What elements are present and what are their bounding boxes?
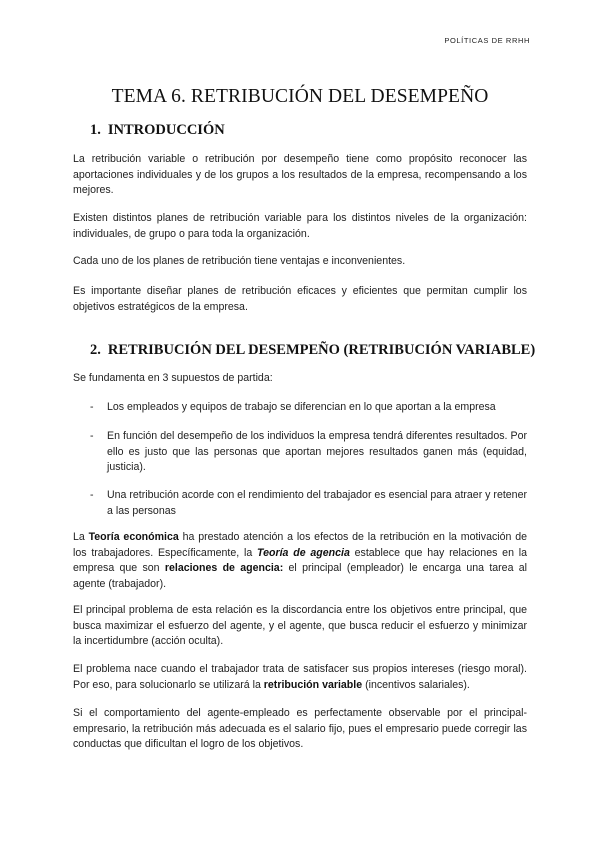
bold-term: Teoría económica (88, 531, 179, 543)
section-heading-text: RETRIBUCIÓN DEL DESEMPEÑO (RETRIBUCIÓN VARIABLE) (107, 342, 536, 358)
paragraph-teoria (73, 530, 527, 592)
paragraph: Cada uno de los planes de retribución tiene ventajas e inconvenientes. (73, 255, 406, 267)
section-heading-text: INTRODUCCIÓN (107, 122, 225, 138)
paragraph-solucion (73, 662, 527, 693)
text-run: (incentivos salariales). (362, 678, 470, 691)
text-run: El problema nace cuando el trabajador trata de satisfacer sus propios intereses (riesgo moral). Por eso, para solucionarlo se utilizará la (73, 663, 527, 691)
section-number: 2. (90, 342, 101, 358)
text-run: establece que hay relaciones en la empresa que son (73, 546, 527, 574)
section-number: 1. (90, 122, 101, 138)
text-run: La (73, 531, 89, 543)
list-item (90, 400, 527, 416)
paragraph: Si el comportamiento del agente-empleado es perfectamente observable por el principal-empresario, la retribución más adecuada es el salario fijo, pues el empresario puede corregir las conductas que dificultan el logro de los objetivos. (73, 707, 527, 750)
paragraph: El principal problema de esta relación es la discordancia entre los objetivos entre principal, que busca maximizar el esfuerzo del agente, y el agente, que busca reducir el esfuerzo y minimizar la incertidumbre (acción oculta). (73, 604, 527, 647)
list-item (90, 429, 527, 476)
list-bullet: - (90, 430, 94, 442)
section-heading-introduccion (90, 122, 225, 139)
bold-italic-term: Teoría de agencia (257, 546, 350, 559)
list-bullet: - (90, 489, 94, 501)
text-run: ha prestado atención a los efectos de la retribución en la motivación de los trabajadores. Específicamente, la (73, 531, 527, 559)
bold-term: relaciones de agencia: (164, 562, 284, 574)
list-item-text: Los empleados y equipos de trabajo se diferencian en lo que aportan a la empresa (107, 401, 496, 413)
running-header: POLÍTICAS DE RRHH (444, 36, 530, 45)
paragraph: Se fundamenta en 3 supuestos de partida: (73, 372, 273, 384)
list-item-text: En función del desempeño de los individuos la empresa tendrá diferentes resultados. Por ello es justo que las personas que aportan mejores resultados ganen más (equidad, justicia). (107, 430, 527, 473)
text-run: el principal (empleador) le encarga una tarea al agente (trabajador). (73, 562, 528, 590)
paragraph: Es importante diseñar planes de retribución eficaces y eficientes que permitan cumplir los objetivos estratégicos de la empresa. (73, 285, 527, 313)
bold-term: retribución variable (263, 678, 363, 691)
paragraph: La retribución variable o retribución por desempeño tiene como propósito reconocer las aportaciones individuales y de los grupos a los resultados de la empresa, recompensando a los mejores. (73, 153, 527, 196)
section-heading-retribucion (90, 342, 535, 359)
list-item (90, 488, 527, 519)
list-item-text: Una retribución acorde con el rendimiento del trabajador es esencial para atraer y retener a las personas (107, 489, 527, 517)
paragraph: Existen distintos planes de retribución variable para los distintos niveles de la organización: individuales, de grupo o para toda la organización. (73, 212, 527, 240)
document-title: TEMA 6. RETRIBUCIÓN DEL DESEMPEÑO (111, 86, 489, 107)
list-bullet: - (90, 401, 94, 413)
